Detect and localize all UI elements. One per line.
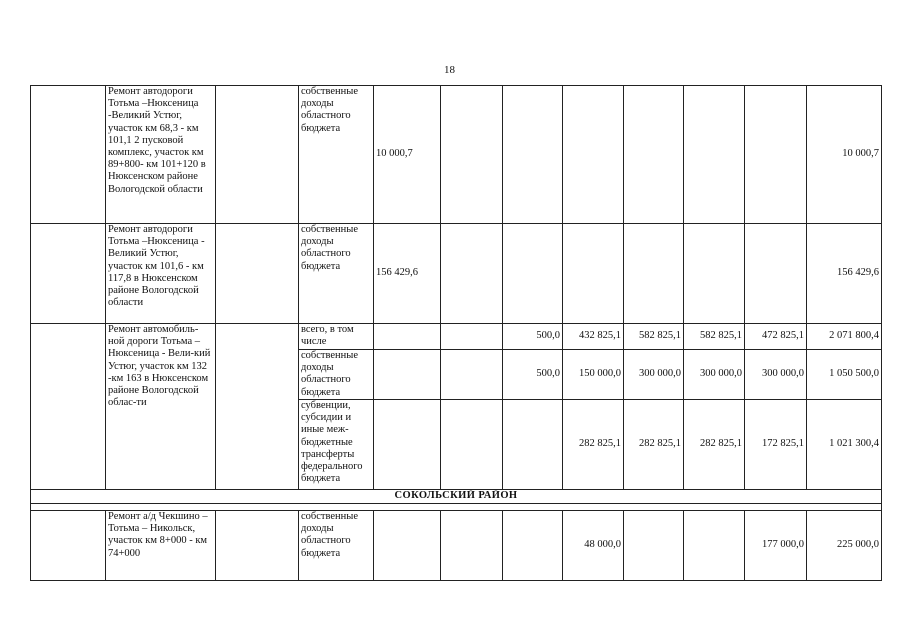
source-cell: собственные доходы областного бюджета xyxy=(299,511,374,581)
source-cell: собственные доходы областного бюджета xyxy=(299,86,374,224)
value-cell: 156 429,6 xyxy=(374,224,441,324)
table-row xyxy=(31,511,882,581)
value-cell xyxy=(503,86,563,224)
total-cell: 10 000,7 xyxy=(807,86,882,224)
value-cell: 172 825,1 xyxy=(745,400,807,490)
number-cell xyxy=(31,324,106,490)
value-cell xyxy=(503,511,563,581)
description-cell: Ремонт автомобиль-ной дороги Тотьма –Нюксеница - Вели-кий Устюг, участок км 132 -км 163 в Нюксенском районе Вологодской облас-ти xyxy=(106,324,216,490)
number-cell xyxy=(31,511,106,581)
value-cell xyxy=(374,511,441,581)
executor-cell xyxy=(216,86,299,224)
source-cell: собственные доходы областного бюджета xyxy=(299,350,374,400)
value-cell xyxy=(374,350,441,400)
value-cell: 582 825,1 xyxy=(624,324,684,350)
value-cell xyxy=(503,224,563,324)
value-cell xyxy=(563,86,624,224)
description-cell: Ремонт автодороги Тотьма –Нюксеница -Великий Устюг, участок км 68,3 - км 101,1 2 пусковой комплекс, участок км 89+800- км 101+120 в Нюксенском районе Вологодской области xyxy=(106,86,216,224)
value-cell: 300 000,0 xyxy=(745,350,807,400)
value-cell xyxy=(441,86,503,224)
value-cell xyxy=(563,224,624,324)
value-cell: 500,0 xyxy=(503,350,563,400)
value-cell: 472 825,1 xyxy=(745,324,807,350)
value-cell xyxy=(374,324,441,350)
executor-cell xyxy=(216,224,299,324)
value-cell: 10 000,7 xyxy=(374,86,441,224)
total-cell: 225 000,0 xyxy=(807,511,882,581)
number-cell xyxy=(31,86,106,224)
value-cell xyxy=(745,224,807,324)
value-cell xyxy=(441,324,503,350)
value-cell: 500,0 xyxy=(503,324,563,350)
executor-cell xyxy=(216,511,299,581)
value-cell: 282 825,1 xyxy=(684,400,745,490)
value-cell: 177 000,0 xyxy=(745,511,807,581)
value-cell xyxy=(684,511,745,581)
value-cell xyxy=(374,400,441,490)
value-cell xyxy=(441,224,503,324)
table-row xyxy=(31,86,882,224)
value-cell xyxy=(441,400,503,490)
value-cell xyxy=(684,224,745,324)
value-cell xyxy=(624,224,684,324)
spacer-cell xyxy=(31,504,882,511)
source-cell: собственные доходы областного бюджета xyxy=(299,224,374,324)
table-row xyxy=(31,224,882,324)
spacer-row xyxy=(31,504,882,511)
page-number: 18 xyxy=(444,64,455,76)
value-cell xyxy=(624,86,684,224)
value-cell xyxy=(745,86,807,224)
value-cell: 282 825,1 xyxy=(563,400,624,490)
value-cell: 48 000,0 xyxy=(563,511,624,581)
value-cell xyxy=(624,511,684,581)
source-cell: субвенции, субсидии и иные меж-бюджетные трансферты федерального бюджета xyxy=(299,400,374,490)
value-cell xyxy=(684,86,745,224)
total-cell: 156 429,6 xyxy=(807,224,882,324)
value-cell: 282 825,1 xyxy=(624,400,684,490)
value-cell xyxy=(503,400,563,490)
number-cell xyxy=(31,224,106,324)
total-cell: 1 050 500,0 xyxy=(807,350,882,400)
section-row xyxy=(31,490,882,504)
description-cell: Ремонт автодороги Тотьма –Нюксеница - Великий Устюг, участок км 101,6 - км 117,8 в Нюксенском районе Вологодской области xyxy=(106,224,216,324)
budget-table xyxy=(30,85,882,581)
value-cell xyxy=(441,511,503,581)
value-cell: 300 000,0 xyxy=(684,350,745,400)
value-cell: 300 000,0 xyxy=(624,350,684,400)
total-cell: 1 021 300,4 xyxy=(807,400,882,490)
value-cell: 150 000,0 xyxy=(563,350,624,400)
description-cell: Ремонт а/д Чекшино – Тотьма – Никольск, участок км 8+000 - км 74+000 xyxy=(106,511,216,581)
section-title: СОКОЛЬСКИЙ РАЙОН xyxy=(31,490,882,504)
source-cell: всего, в том числе xyxy=(299,324,374,350)
total-cell: 2 071 800,4 xyxy=(807,324,882,350)
table-row xyxy=(31,324,882,350)
value-cell: 432 825,1 xyxy=(563,324,624,350)
value-cell: 582 825,1 xyxy=(684,324,745,350)
value-cell xyxy=(441,350,503,400)
executor-cell xyxy=(216,324,299,490)
